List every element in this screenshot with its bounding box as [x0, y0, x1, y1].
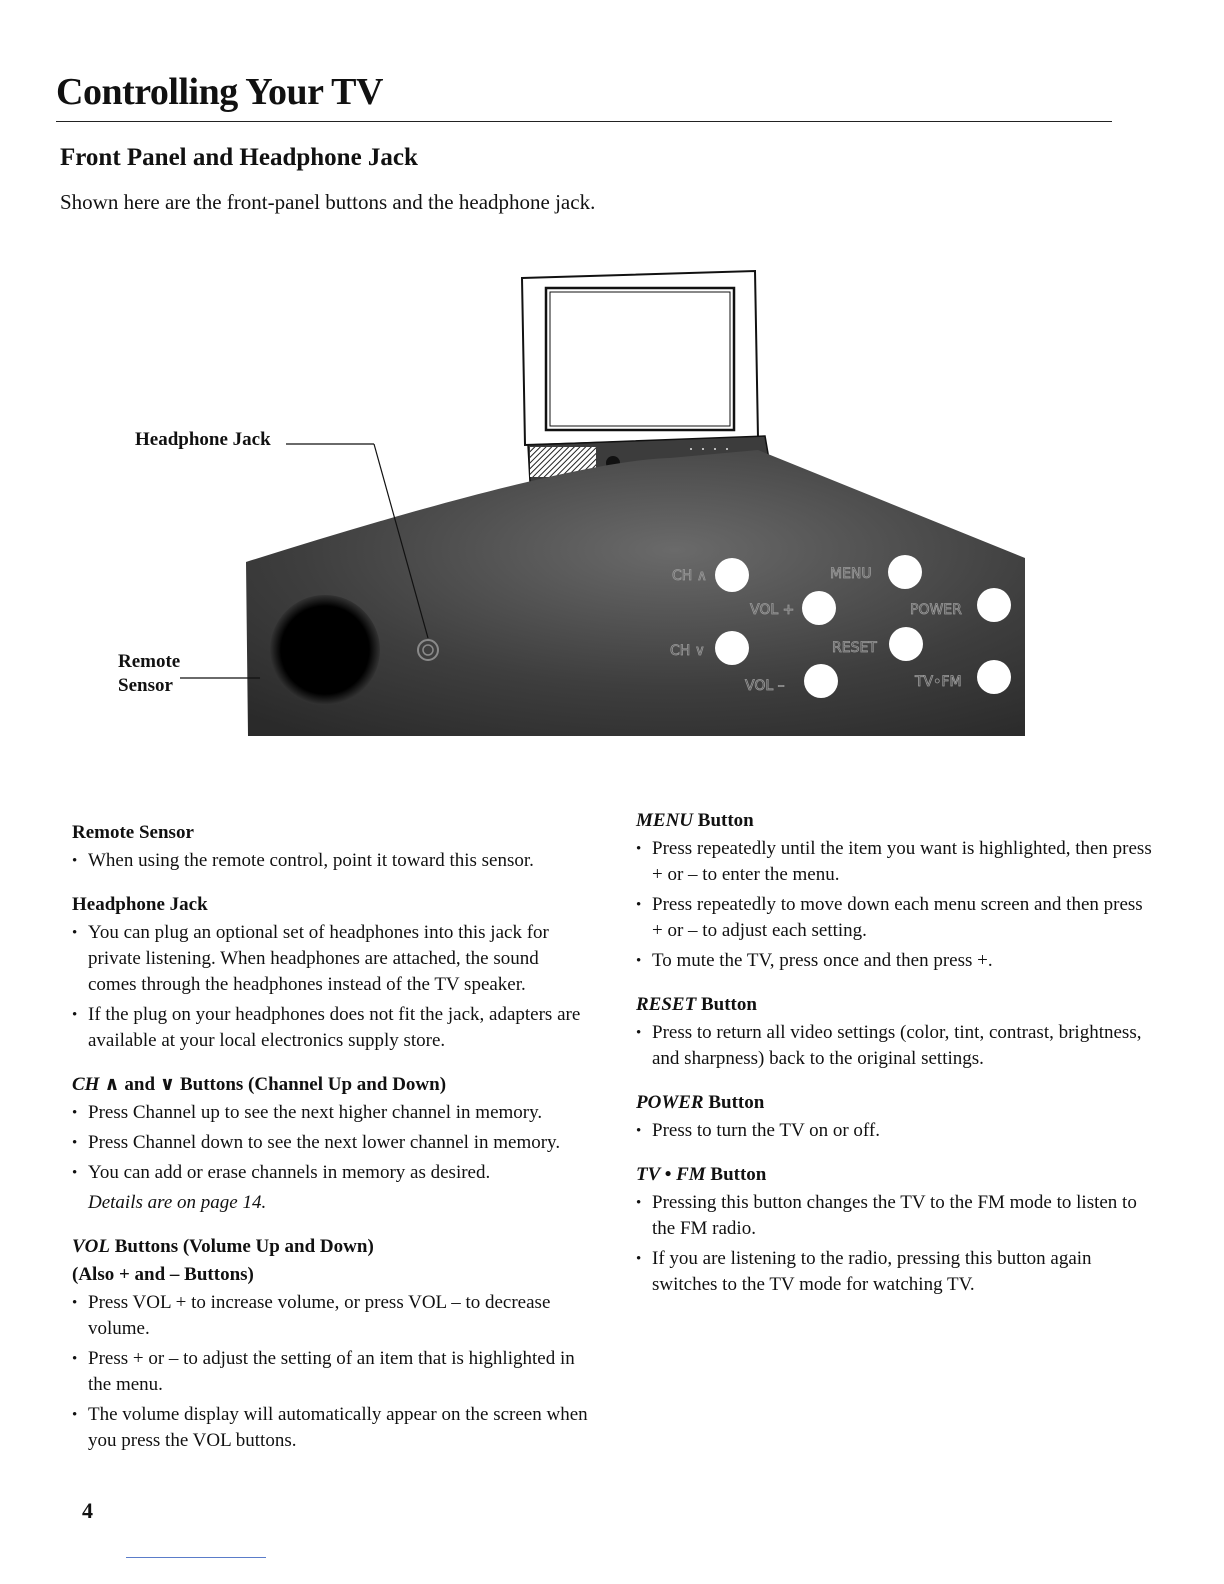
heading-rest: Buttons (Channel Up and Down) — [179, 1074, 447, 1095]
heading-em: TV • FM — [636, 1164, 706, 1185]
title-divider — [56, 121, 1112, 122]
heading-em: VOL — [72, 1236, 110, 1257]
vol-down-button[interactable] — [804, 664, 838, 698]
right-column — [636, 808, 1156, 1316]
tv-screen — [546, 288, 734, 430]
bullet: • Press repeatedly to move down each menu screen and then press + or – to adjust each setting. — [636, 892, 1156, 944]
heading-rest: Button — [705, 1164, 767, 1185]
item-heading: Headphone Jack — [72, 894, 208, 915]
item-heading — [636, 1090, 1156, 1116]
vol-up-label: VOL + — [750, 602, 795, 618]
item-subheading: (Also + and – Buttons) — [72, 1264, 254, 1285]
ch-up-button[interactable] — [715, 558, 749, 592]
heading-em: POWER — [636, 1092, 704, 1113]
menu-button-section — [636, 808, 1156, 974]
reset-button-section — [636, 992, 1156, 1072]
channel-buttons-section — [72, 1072, 592, 1216]
bullet: • The volume display will automatically appear on the screen when you press the VOL buttons. — [72, 1402, 592, 1454]
bullet: • Press repeatedly until the item you want is highlighted, then press + or – to enter the menu. — [636, 836, 1156, 888]
heading-rest: Buttons (Volume Up and Down) — [110, 1236, 374, 1257]
tv-set — [522, 271, 770, 482]
power-button-section — [636, 1090, 1156, 1144]
heading-mid: ∧ and ∨ — [99, 1074, 180, 1095]
section-intro: Shown here are the front-panel buttons and the headphone jack. — [60, 190, 596, 214]
power-label: POWER — [910, 602, 962, 618]
bullet: • You can plug an optional set of headphones into this jack for private listening. When headphones are attached, the sound comes through the headphones instead of the TV speaker. — [72, 920, 592, 998]
bullet: • If the plug on your headphones does not fit the jack, adapters are available at your local electronics supply store. — [72, 1002, 592, 1054]
reset-button[interactable] — [889, 627, 923, 661]
item-heading — [636, 808, 1156, 834]
heading-rest: Button — [696, 994, 757, 1015]
bullet: • You can add or erase channels in memory as desired. — [72, 1160, 592, 1186]
item-heading — [72, 1234, 592, 1260]
tv-fm-button[interactable] — [977, 660, 1011, 694]
item-heading: Remote Sensor — [72, 822, 194, 843]
heading-em: RESET — [636, 994, 697, 1015]
tv-fm-label: TV•FM — [915, 674, 962, 690]
menu-button[interactable] — [888, 555, 922, 589]
page-reference-note: Details are on page 14. — [88, 1192, 267, 1213]
ch-up-label: CH ∧ — [672, 568, 707, 584]
heading-em: MENU — [636, 810, 694, 831]
remote-sensor-section — [72, 820, 592, 874]
bullet: • Press to turn the TV on or off. — [636, 1118, 1156, 1144]
remote-sensor-callout-line2: Sensor — [118, 675, 173, 696]
headphone-jack-section — [72, 892, 592, 1054]
item-heading — [636, 1162, 1156, 1188]
bullet: • To mute the TV, press once and then press +. — [636, 948, 1156, 974]
bullet: • When using the remote control, point it toward this sensor. — [72, 848, 592, 874]
ch-down-button[interactable] — [715, 631, 749, 665]
remote-sensor-callout-line1: Remote — [118, 651, 181, 672]
section-heading: Front Panel and Headphone Jack — [60, 144, 418, 171]
item-heading — [72, 1072, 592, 1098]
page-number: 4 — [82, 1498, 93, 1523]
bullet: • Press + or – to adjust the setting of an item that is highlighted in the menu. — [72, 1346, 592, 1398]
bullet: • Press VOL + to increase volume, or press VOL – to decrease volume. — [72, 1290, 592, 1342]
bullet: • Press to return all video settings (color, tint, contrast, brightness, and sharpness) back to the original settings. — [636, 1020, 1156, 1072]
headphone-jack-callout: Headphone Jack — [135, 429, 271, 450]
reset-label: RESET — [832, 640, 877, 656]
remote-sensor-window — [270, 595, 380, 705]
footer-divider — [126, 1557, 266, 1558]
front-panel-illustration — [110, 260, 1040, 750]
left-column — [72, 820, 592, 1472]
bullet: • If you are listening to the radio, pressing this button again switches to the TV mode for watching TV. — [636, 1246, 1156, 1298]
volume-buttons-section — [72, 1234, 592, 1454]
page-title: Controlling Your TV — [56, 71, 383, 113]
front-panel-zoom — [246, 450, 1025, 736]
front-panel-figure — [110, 260, 1040, 750]
heading-rest: Button — [693, 810, 754, 831]
vol-down-label: VOL – — [745, 678, 785, 694]
vol-up-button[interactable] — [802, 591, 836, 625]
bullet: • Press Channel up to see the next higher channel in memory. — [72, 1100, 592, 1126]
bullet: • Pressing this button changes the TV to the FM mode to listen to the FM radio. — [636, 1190, 1156, 1242]
heading-rest: Button — [703, 1092, 765, 1113]
menu-label: MENU — [830, 566, 872, 582]
heading-em: CH — [72, 1074, 100, 1095]
tv-fm-button-section — [636, 1162, 1156, 1298]
item-heading — [636, 992, 1156, 1018]
bullet: • Press Channel down to see the next lower channel in memory. — [72, 1130, 592, 1156]
ch-down-label: CH ∨ — [670, 643, 705, 659]
power-button[interactable] — [977, 588, 1011, 622]
